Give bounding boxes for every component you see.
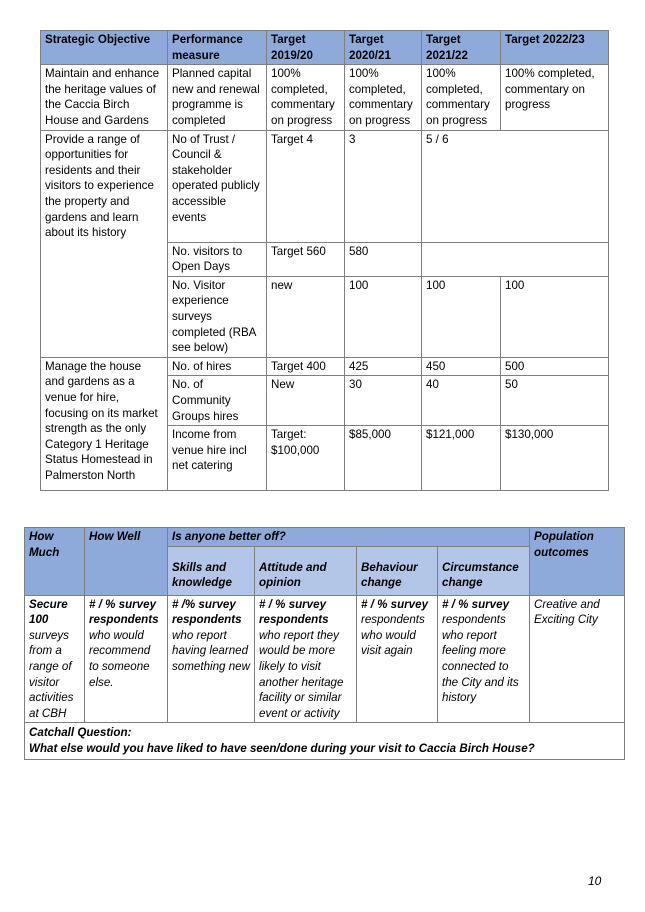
targets-table (40, 30, 609, 491)
header-better-off: Is anyone better off? (168, 528, 530, 547)
target-cell: Target 4 (267, 130, 345, 242)
how-well-bold: # / % survey respondents (89, 597, 159, 627)
target-cell: 425 (345, 357, 422, 376)
table-row (41, 357, 609, 376)
skills-bold: # /% survey respondents (172, 597, 242, 627)
behaviour-bold: # / % survey (361, 597, 429, 611)
target-cell: $130,000 (501, 426, 609, 491)
target-cell: 100% completed, commentary on progress (422, 65, 501, 130)
target-cell: 3 (345, 130, 422, 242)
how-much-bold: Secure 100 (29, 597, 68, 627)
measure-cell: No of Trust / Council & stakeholder operated publicly accessible events (168, 130, 267, 242)
target-cell: 50 (501, 376, 609, 426)
circumstance-bold: # / % survey (442, 597, 510, 611)
behaviour-cell (357, 595, 438, 723)
attitude-bold: # / % survey respondents (259, 597, 329, 627)
rba-header-row (25, 528, 625, 547)
table-row (41, 130, 609, 242)
header-circumstance: Circumstance change (438, 546, 530, 595)
target-cell: $121,000 (422, 426, 501, 491)
target-cell: 580 (345, 242, 422, 276)
objective-venue-hire: Manage the house and gardens as a venue for hire, focusing on its market strength as the only Category 1 Heritage Status Homestead in Palmerston North (41, 357, 168, 490)
catchall-question: What else would you have liked to have seen/done during your visit to Caccia Birch House? (29, 741, 535, 755)
measure-cell: Income from venue hire incl net catering (168, 426, 267, 491)
target-cell: 100% completed, commentary on progress (267, 65, 345, 130)
attitude-text: who report they would be more likely to visit another heritage facility or similar event or activity (259, 628, 344, 720)
header-target-2022-23: Target 2022/23 (501, 31, 609, 65)
measure-cell: No. visitors to Open Days (168, 242, 267, 276)
target-cell: 100 (345, 276, 422, 357)
page-number: 10 (588, 874, 602, 888)
skills-cell (168, 595, 255, 723)
objective-opportunities: Provide a range of opportunities for residents and their visitors to experience the property and gardens and learn about its history (41, 130, 168, 357)
header-attitude: Attitude and opinion (255, 546, 357, 595)
measure-cell: No. Visitor experience surveys completed (RBA see below) (168, 276, 267, 357)
target-cell: new (267, 276, 345, 357)
target-cell: Target 400 (267, 357, 345, 376)
header-target-2020-21: Target 2020/21 (345, 31, 422, 65)
target-cell (422, 242, 609, 276)
target-cell: 40 (422, 376, 501, 426)
header-target-2019-20: Target 2019/20 (267, 31, 345, 65)
measure-cell: No. of hires (168, 357, 267, 376)
attitude-cell (255, 595, 357, 723)
target-cell: 450 (422, 357, 501, 376)
target-cell: 100% completed, commentary on progress (501, 65, 609, 130)
header-how-well: How Well (85, 528, 168, 596)
target-cell: 30 (345, 376, 422, 426)
catchall-title: Catchall Question: (29, 726, 132, 740)
population-outcome-cell: Creative and Exciting City (530, 595, 625, 723)
target-cell: Target: $100,000 (267, 426, 345, 491)
skills-text: who report having learned something new (172, 628, 250, 673)
target-cell: 100 (422, 276, 501, 357)
header-population-outcomes: Population outcomes (530, 528, 625, 596)
rba-table (24, 527, 625, 760)
how-much-cell (25, 595, 85, 723)
measure-cell: No. of Community Groups hires (168, 376, 267, 426)
target-cell: 500 (501, 357, 609, 376)
header-how-much: How Much (25, 528, 85, 596)
target-cell: 100% completed, commentary on progress (345, 65, 422, 130)
how-much-text: surveys from a range of visitor activities at CBH (29, 628, 74, 720)
header-behaviour: Behaviour change (357, 546, 438, 595)
objective-heritage: Maintain and enhance the heritage values of the Caccia Birch House and Gardens (41, 65, 168, 130)
header-target-2021-22: Target 2021/22 (422, 31, 501, 65)
catchall-row (25, 723, 625, 759)
table-row (41, 65, 609, 130)
table-row (25, 595, 625, 723)
header-performance-measure: Performance measure (168, 31, 267, 65)
header-strategic-objective: Strategic Objective (41, 31, 168, 65)
behaviour-text: respondents who would visit again (361, 613, 425, 658)
target-cell: Target 560 (267, 242, 345, 276)
circumstance-text: respondents who report feeling more connected to the City and its history (442, 613, 519, 705)
header-skills: Skills and knowledge (168, 546, 255, 595)
target-cell: New (267, 376, 345, 426)
circumstance-cell (438, 595, 530, 723)
target-cell: $85,000 (345, 426, 422, 491)
how-well-cell (85, 595, 168, 723)
how-well-text: who would recommend to someone else. (89, 628, 151, 689)
targets-header-row (41, 31, 609, 65)
target-cell: 100 (501, 276, 609, 357)
target-cell: 5 / 6 (422, 130, 609, 242)
catchall-cell (25, 723, 625, 759)
measure-cell: Planned capital new and renewal programme is completed (168, 65, 267, 130)
